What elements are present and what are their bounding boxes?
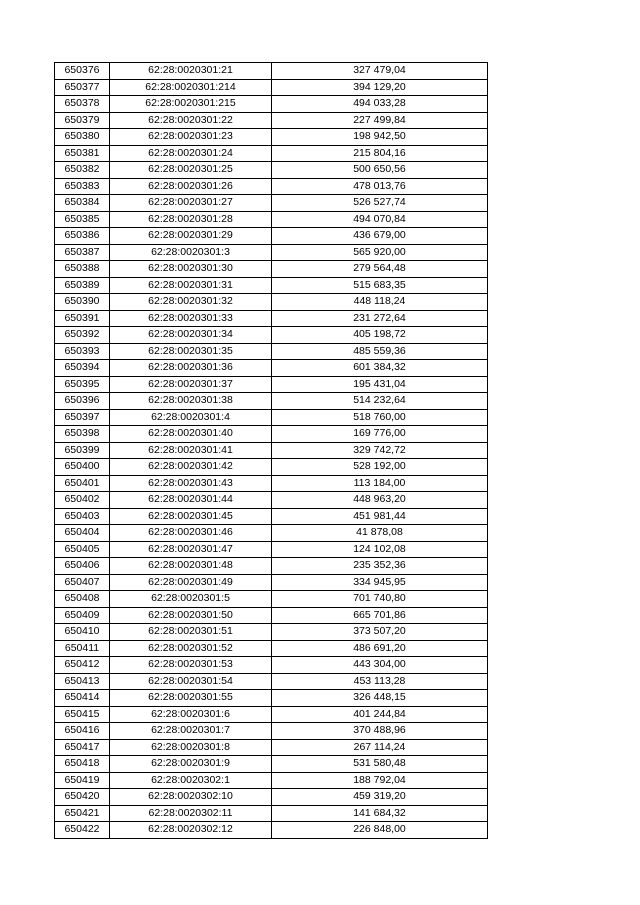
cadastral-number-cell: 62:28:0020301:54 [110,673,272,690]
cadastral-number-cell: 62:28:0020301:215 [110,96,272,113]
row-number-cell: 650419 [55,772,110,789]
cadastral-value-cell: 394 129,20 [272,79,488,96]
table-row [55,673,488,690]
cadastral-value-cell: 227 499,84 [272,112,488,129]
table-row [55,376,488,393]
row-number-cell: 650377 [55,79,110,96]
cadastral-number-cell: 62:28:0020301:40 [110,426,272,443]
cadastral-number-cell: 62:28:0020301:29 [110,228,272,245]
table-row [55,228,488,245]
cadastral-value-cell: 531 580,48 [272,756,488,773]
cadastral-value-cell: 665 701,86 [272,607,488,624]
cadastral-value-cell: 329 742,72 [272,442,488,459]
row-number-cell: 650421 [55,805,110,822]
cadastral-number-cell: 62:28:0020301:55 [110,690,272,707]
row-number-cell: 650379 [55,112,110,129]
cadastral-number-cell: 62:28:0020301:38 [110,393,272,410]
cadastral-value-cell: 436 679,00 [272,228,488,245]
row-number-cell: 650389 [55,277,110,294]
table-row [55,558,488,575]
table-row [55,360,488,377]
cadastral-value-cell: 141 684,32 [272,805,488,822]
table-row [55,789,488,806]
row-number-cell: 650396 [55,393,110,410]
cadastral-value-cell: 188 792,04 [272,772,488,789]
table-row [55,475,488,492]
cadastral-number-cell: 62:28:0020301:25 [110,162,272,179]
table-row [55,63,488,80]
cadastral-number-cell: 62:28:0020301:47 [110,541,272,558]
table-row [55,624,488,641]
row-number-cell: 650406 [55,558,110,575]
table-row [55,459,488,476]
row-number-cell: 650402 [55,492,110,509]
table-row [55,756,488,773]
cadastral-value-cell: 215 804,16 [272,145,488,162]
cadastral-value-cell: 226 848,00 [272,822,488,839]
cadastral-number-cell: 62:28:0020301:3 [110,244,272,261]
row-number-cell: 650390 [55,294,110,311]
row-number-cell: 650385 [55,211,110,228]
cadastral-number-cell: 62:28:0020301:9 [110,756,272,773]
cadastral-value-cell: 370 488,96 [272,723,488,740]
table-row [55,492,488,509]
table-row [55,96,488,113]
cadastral-value-cell: 401 244,84 [272,706,488,723]
cadastral-value-cell: 448 118,24 [272,294,488,311]
row-number-cell: 650376 [55,63,110,80]
row-number-cell: 650392 [55,327,110,344]
cadastral-value-cell: 198 942,50 [272,129,488,146]
cadastral-number-cell: 62:28:0020301:7 [110,723,272,740]
cadastral-number-cell: 62:28:0020301:22 [110,112,272,129]
row-number-cell: 650386 [55,228,110,245]
cadastral-number-cell: 62:28:0020301:8 [110,739,272,756]
table-row [55,723,488,740]
cadastral-number-cell: 62:28:0020301:48 [110,558,272,575]
cadastral-number-cell: 62:28:0020301:53 [110,657,272,674]
cadastral-value-cell: 334 945,95 [272,574,488,591]
table-row [55,145,488,162]
cadastral-value-cell: 486 691,20 [272,640,488,657]
row-number-cell: 650384 [55,195,110,212]
cadastral-number-cell: 62:28:0020302:1 [110,772,272,789]
cadastral-value-cell: 279 564,48 [272,261,488,278]
cadastral-value-cell: 514 232,64 [272,393,488,410]
row-number-cell: 650409 [55,607,110,624]
cadastral-value-cell: 565 920,00 [272,244,488,261]
table-row [55,393,488,410]
cadastral-value-cell: 327 479,04 [272,63,488,80]
cadastral-number-cell: 62:28:0020301:35 [110,343,272,360]
row-number-cell: 650399 [55,442,110,459]
cadastral-value-cell: 443 304,00 [272,657,488,674]
cadastral-value-cell: 701 740,80 [272,591,488,608]
cadastral-value-table [54,62,488,839]
cadastral-number-cell: 62:28:0020302:10 [110,789,272,806]
table-row [55,640,488,657]
table-row [55,310,488,327]
cadastral-value-cell: 169 776,00 [272,426,488,443]
cadastral-number-cell: 62:28:0020301:50 [110,607,272,624]
table-row [55,574,488,591]
table-row [55,112,488,129]
cadastral-number-cell: 62:28:0020301:37 [110,376,272,393]
cadastral-number-cell: 62:28:0020301:45 [110,508,272,525]
table-body [55,63,488,839]
table-row [55,739,488,756]
cadastral-value-cell: 405 198,72 [272,327,488,344]
table-row [55,772,488,789]
row-number-cell: 650410 [55,624,110,641]
row-number-cell: 650407 [55,574,110,591]
row-number-cell: 650381 [55,145,110,162]
row-number-cell: 650422 [55,822,110,839]
cadastral-number-cell: 62:28:0020302:12 [110,822,272,839]
row-number-cell: 650397 [55,409,110,426]
table-row [55,277,488,294]
table-row [55,525,488,542]
cadastral-number-cell: 62:28:0020301:27 [110,195,272,212]
table-row [55,657,488,674]
table-row [55,690,488,707]
cadastral-number-cell: 62:28:0020301:214 [110,79,272,96]
cadastral-number-cell: 62:28:0020301:24 [110,145,272,162]
cadastral-number-cell: 62:28:0020301:32 [110,294,272,311]
row-number-cell: 650400 [55,459,110,476]
row-number-cell: 650378 [55,96,110,113]
row-number-cell: 650401 [55,475,110,492]
cadastral-number-cell: 62:28:0020301:51 [110,624,272,641]
row-number-cell: 650403 [55,508,110,525]
cadastral-value-cell: 326 448,15 [272,690,488,707]
row-number-cell: 650394 [55,360,110,377]
cadastral-value-cell: 494 070,84 [272,211,488,228]
cadastral-number-cell: 62:28:0020301:42 [110,459,272,476]
cadastral-number-cell: 62:28:0020301:23 [110,129,272,146]
cadastral-value-cell: 494 033,28 [272,96,488,113]
row-number-cell: 650418 [55,756,110,773]
cadastral-number-cell: 62:28:0020301:43 [110,475,272,492]
row-number-cell: 650388 [55,261,110,278]
row-number-cell: 650414 [55,690,110,707]
cadastral-value-cell: 124 102,08 [272,541,488,558]
cadastral-value-cell: 515 683,35 [272,277,488,294]
row-number-cell: 650417 [55,739,110,756]
cadastral-value-cell: 601 384,32 [272,360,488,377]
table-row [55,805,488,822]
cadastral-value-cell: 528 192,00 [272,459,488,476]
table-row [55,261,488,278]
cadastral-number-cell: 62:28:0020301:28 [110,211,272,228]
row-number-cell: 650411 [55,640,110,657]
row-number-cell: 650380 [55,129,110,146]
table-row [55,442,488,459]
row-number-cell: 650415 [55,706,110,723]
cadastral-number-cell: 62:28:0020301:41 [110,442,272,459]
cadastral-value-cell: 485 559,36 [272,343,488,360]
row-number-cell: 650393 [55,343,110,360]
table-row [55,211,488,228]
row-number-cell: 650413 [55,673,110,690]
cadastral-value-cell: 41 878,08 [272,525,488,542]
table-row [55,162,488,179]
row-number-cell: 650405 [55,541,110,558]
cadastral-value-cell: 235 352,36 [272,558,488,575]
table-row [55,343,488,360]
table-row [55,426,488,443]
cadastral-number-cell: 62:28:0020301:34 [110,327,272,344]
cadastral-value-cell: 231 272,64 [272,310,488,327]
table-row [55,178,488,195]
table-row [55,244,488,261]
row-number-cell: 650412 [55,657,110,674]
cadastral-number-cell: 62:28:0020301:26 [110,178,272,195]
cadastral-number-cell: 62:28:0020301:5 [110,591,272,608]
cadastral-number-cell: 62:28:0020301:31 [110,277,272,294]
cadastral-number-cell: 62:28:0020301:33 [110,310,272,327]
cadastral-number-cell: 62:28:0020301:6 [110,706,272,723]
cadastral-number-cell: 62:28:0020301:44 [110,492,272,509]
cadastral-number-cell: 62:28:0020302:11 [110,805,272,822]
table-row [55,541,488,558]
cadastral-number-cell: 62:28:0020301:49 [110,574,272,591]
cadastral-value-cell: 478 013,76 [272,178,488,195]
row-number-cell: 650408 [55,591,110,608]
row-number-cell: 650416 [55,723,110,740]
cadastral-number-cell: 62:28:0020301:52 [110,640,272,657]
cadastral-value-cell: 448 963,20 [272,492,488,509]
table-row [55,327,488,344]
row-number-cell: 650404 [55,525,110,542]
table-row [55,591,488,608]
cadastral-value-cell: 453 113,28 [272,673,488,690]
cadastral-value-cell: 526 527,74 [272,195,488,212]
cadastral-value-cell: 373 507,20 [272,624,488,641]
table-row [55,79,488,96]
row-number-cell: 650395 [55,376,110,393]
cadastral-value-cell: 500 650,56 [272,162,488,179]
cadastral-value-cell: 195 431,04 [272,376,488,393]
row-number-cell: 650387 [55,244,110,261]
row-number-cell: 650382 [55,162,110,179]
table-row [55,706,488,723]
table-row [55,195,488,212]
table-row [55,508,488,525]
cadastral-value-cell: 518 760,00 [272,409,488,426]
row-number-cell: 650398 [55,426,110,443]
table-row [55,409,488,426]
cadastral-number-cell: 62:28:0020301:21 [110,63,272,80]
cadastral-number-cell: 62:28:0020301:4 [110,409,272,426]
table-row [55,607,488,624]
cadastral-number-cell: 62:28:0020301:46 [110,525,272,542]
cadastral-number-cell: 62:28:0020301:30 [110,261,272,278]
cadastral-value-cell: 267 114,24 [272,739,488,756]
cadastral-value-cell: 451 981,44 [272,508,488,525]
row-number-cell: 650420 [55,789,110,806]
cadastral-value-cell: 459 319,20 [272,789,488,806]
cadastral-value-cell: 113 184,00 [272,475,488,492]
cadastral-number-cell: 62:28:0020301:36 [110,360,272,377]
row-number-cell: 650383 [55,178,110,195]
table-row [55,129,488,146]
row-number-cell: 650391 [55,310,110,327]
table-row [55,822,488,839]
table-row [55,294,488,311]
